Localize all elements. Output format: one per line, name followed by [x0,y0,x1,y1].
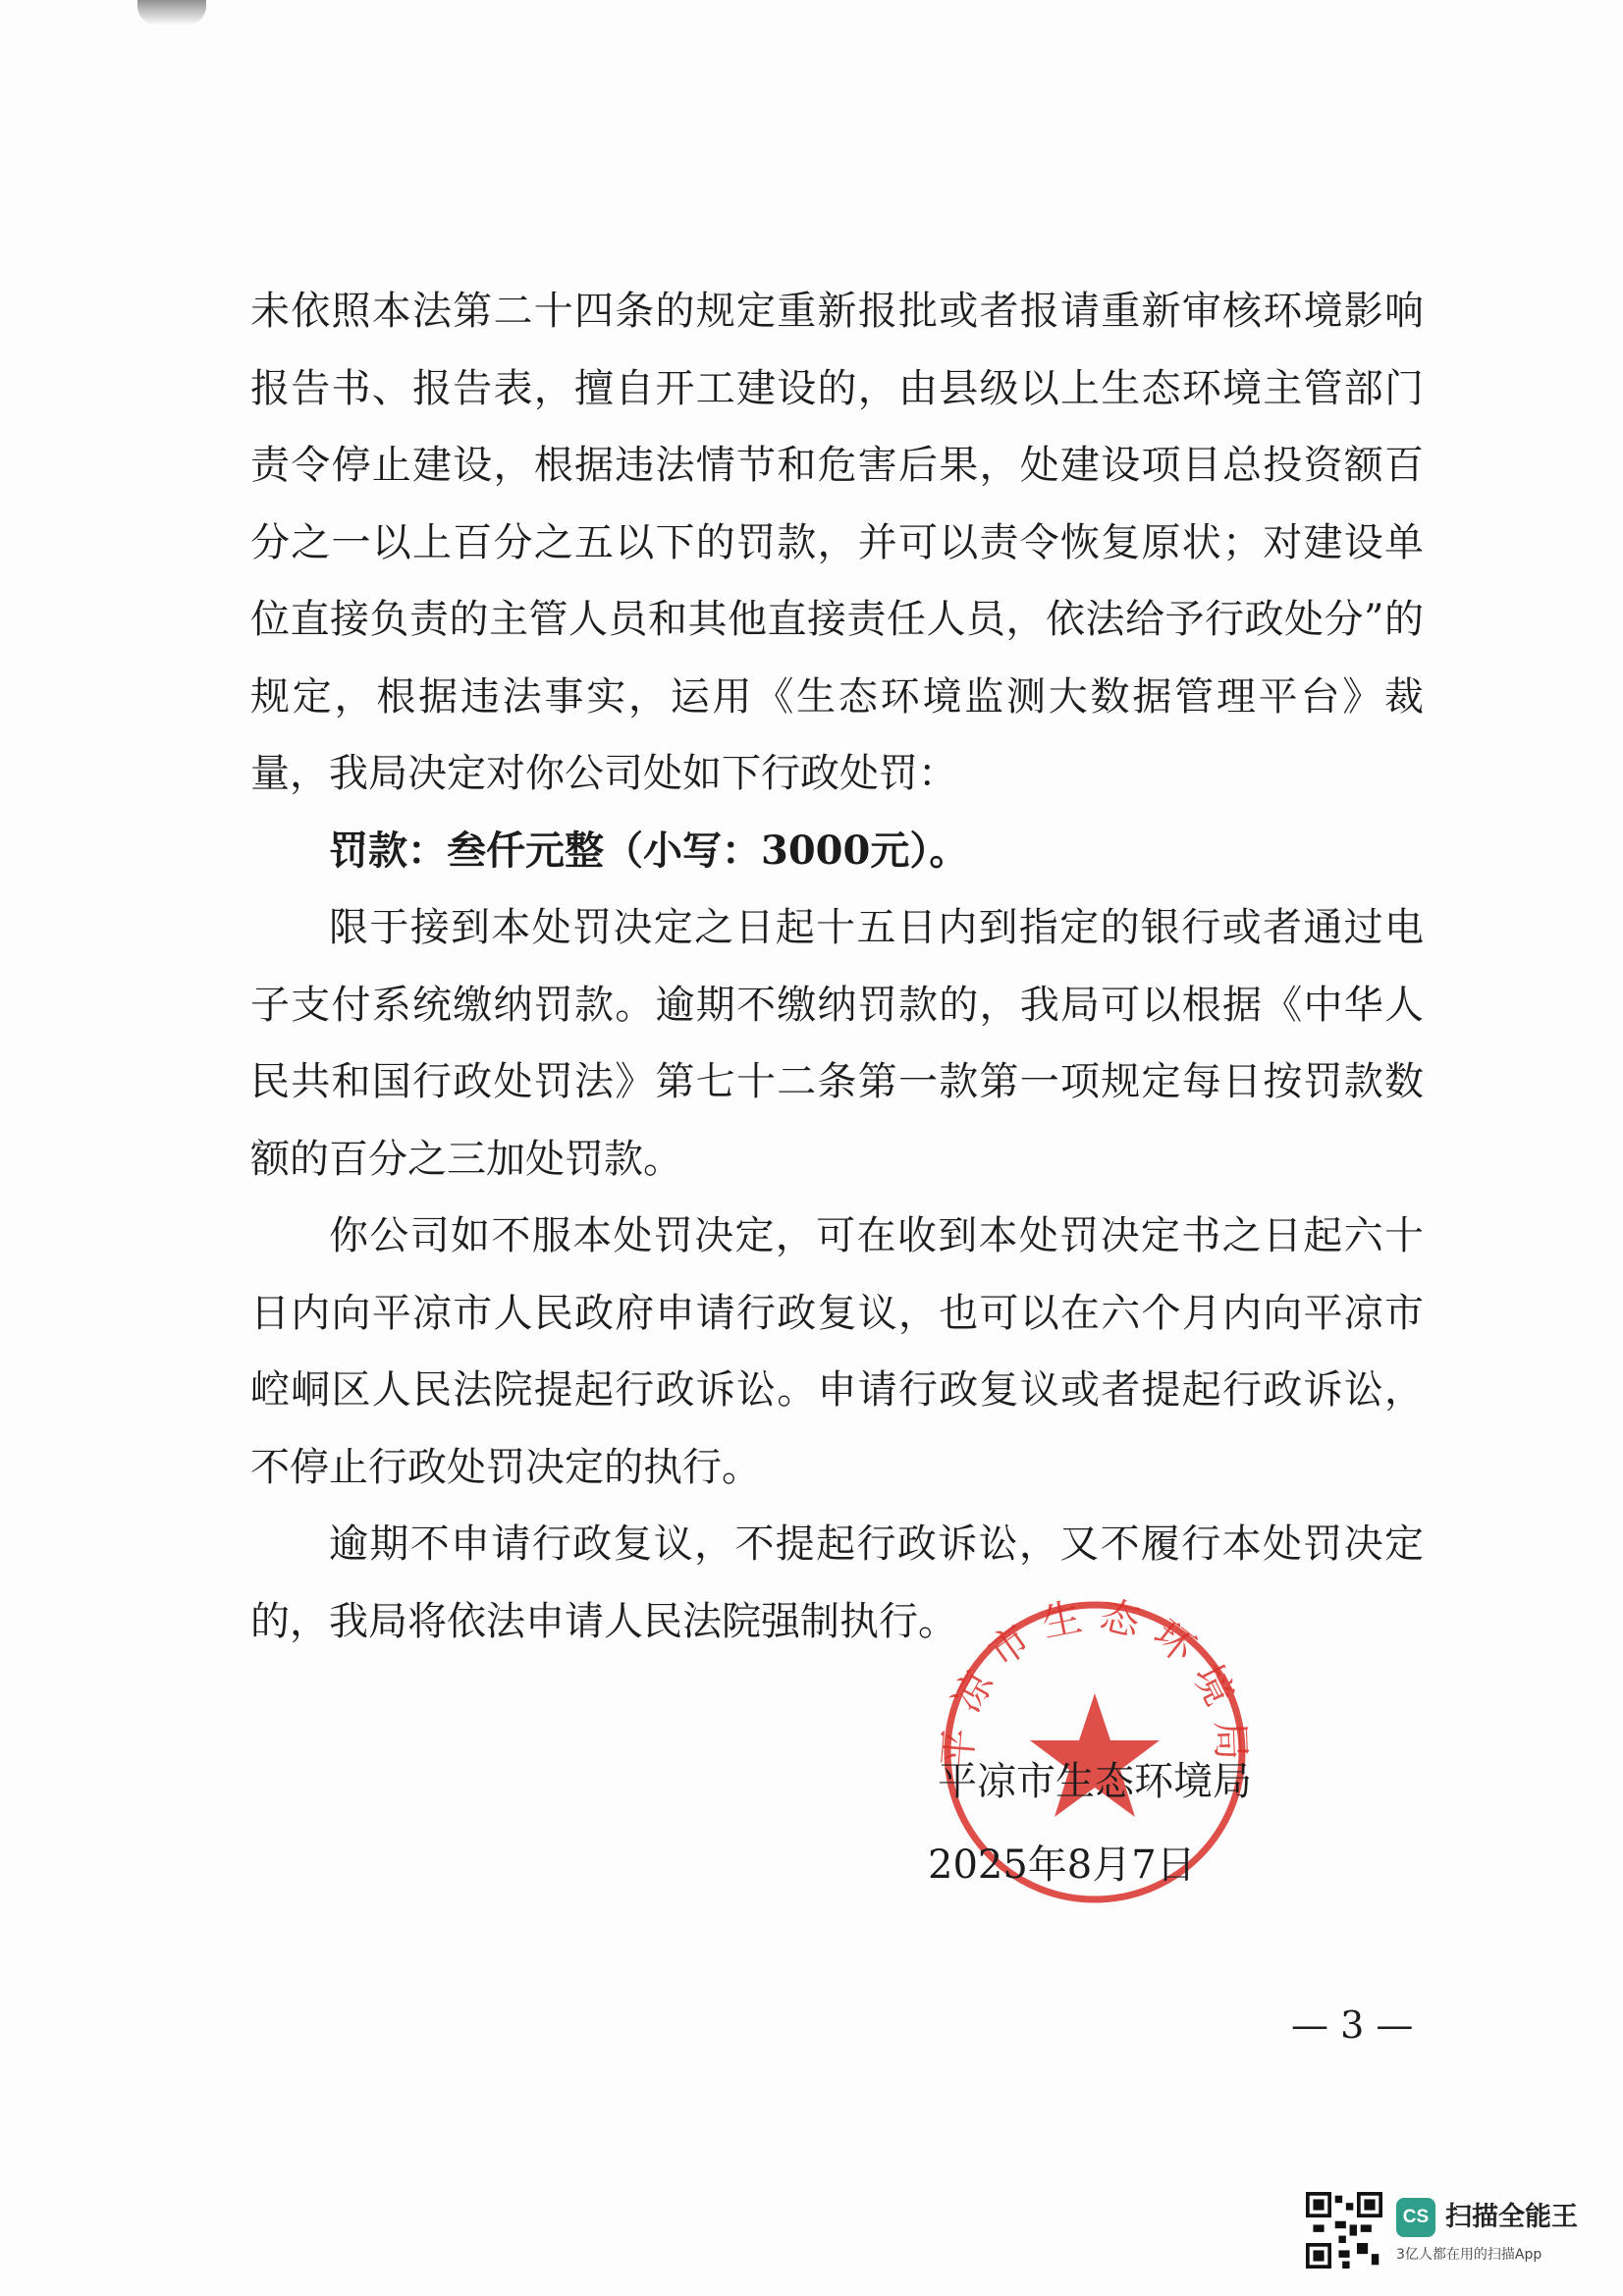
signature-organization: 平凉市生态环境局 [938,1759,1252,1804]
page-number: — 3 — [1291,2003,1414,2047]
body-paragraph-legal-basis: 未依照本法第二十四条的规定重新报批或者报请重新审核环境影响报告书、报告表，擅自开工建设的，由县级以上生态环境主管部门责令停止建设，根据违法情节和危害后果，处建设项目总投资额百分之一以上百分之五以下的罚款，并可以责令恢复原状；对建设单位直接负责的主管人员和其他直接责任人员，依法给予行政处分”的规定，根据违法事实，运用《生态环境监测大数据管理平台》裁量，我局决定对你公司处如下行政处罚： [250,289,1424,796]
scan-edge-shadow [137,0,206,26]
qr-code-icon [1306,2192,1382,2269]
watermark-app-name: 扫描全能王 [1445,2202,1578,2232]
signature-date: 2025年8月7日 [928,1842,1196,1888]
camscanner-logo-icon: CS [1396,2198,1435,2237]
body-paragraph-appeal: 你公司如不服本处罚决定，可在收到本处罚决定书之日起六十日内向平凉市人民政府申请行政复议，也可以在六个月内向平凉市崆峒区人民法院提起行政诉讼。申请行政复议或者提起行政诉讼，不停止行政处罚决定的执行。 [250,1213,1424,1490]
body-paragraph-payment: 限于接到本处罚决定之日起十五日内到指定的银行或者通过电子支付系统缴纳罚款。逾期不缴纳罚款的，我局可以根据《中华人民共和国行政处罚法》第七十二条第一款第一项规定每日按罚款数额的百分之三加处罚款。 [250,905,1424,1182]
body-paragraph-enforcement: 逾期不申请行政复议，不提起行政诉讼，又不履行本处罚决定的，我局将依法申请人民法院强制执行。 [250,1522,1424,1644]
scanner-watermark [1306,2192,1600,2280]
document-body [250,273,1424,1660]
watermark-tagline: 3亿人都在用的扫描App [1396,2247,1542,2263]
svg-text:平凉市生态环境局: 平凉市生态环境局 [935,1591,1254,1775]
penalty-line: 罚款：叁仟元整（小写：3000元）。 [329,827,969,874]
